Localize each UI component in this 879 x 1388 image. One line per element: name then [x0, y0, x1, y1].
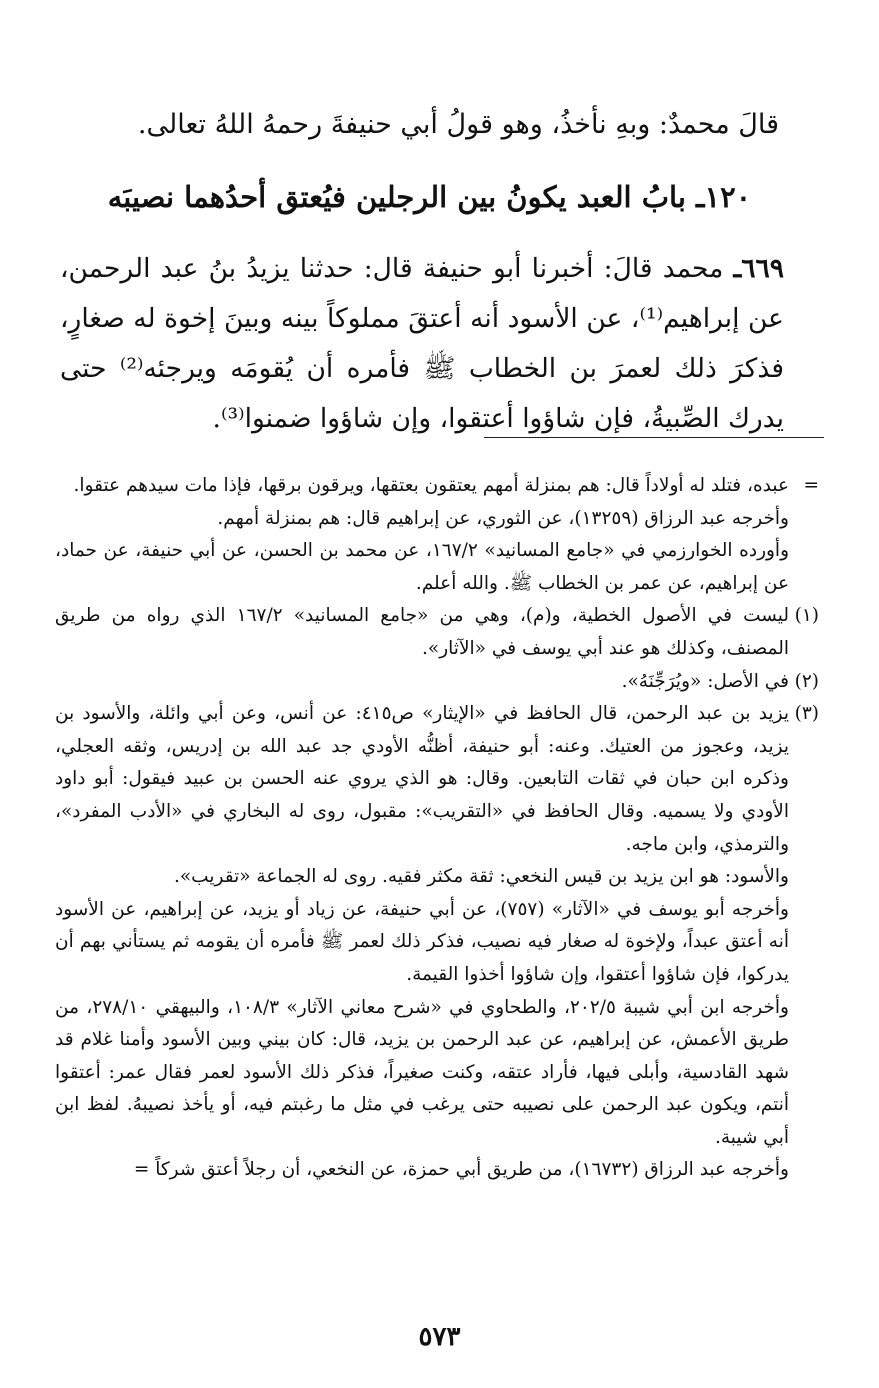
- footnote-divider: [484, 437, 824, 438]
- closing-statement: قالَ محمدٌ: وبهِ نأخذُ، وهو قولُ أبي حنيفةَ رحمهُ اللهُ تعالى.: [137, 109, 779, 140]
- hadith-number: ٦٦٩ـ: [733, 253, 784, 284]
- hadith-text: محمد قالَ: أخبرنا أبو حنيفة قال: حدثنا يزيدُ بنُ عبد الرحمن، عن إبراهيم⁽¹⁾، عن الأسود أنه أعتقَ مملوكاً بينه وبينَ إخوة له صغارٍ، فذكرَ ذلك لعمرَ بن الخطاب ﷺ فأمره أن يُقومَه ويرجئه⁽²⁾ حتى يدرك الصِّبيةُ، فإن شاؤوا أعتقوا، وإن شاؤوا ضمنوا⁽³⁾.: [60, 253, 784, 434]
- footnote-3: [55, 698, 819, 1187]
- footnote-paragraph: في الأصل: «ويُرَجِّنَهُ».: [621, 670, 789, 692]
- chapter-heading: ١٢٠ـ بابُ العبد يكونُ بين الرجلين فيُعتق أحدُهما نصيبَه: [107, 180, 752, 214]
- footnote-paragraph: وأورده الخوارزمي في «جامع المسانيد» ١٦٧/٢، عن محمد بن الحسن، عن أبي حنيفة، عن حماد، عن إبراهيم، عن عمر بن الخطاب ﷺ. والله أعلم.: [55, 540, 790, 594]
- footnote-marker: (٣): [794, 703, 819, 725]
- footnote-paragraph: عبده، فتلد له أولاداً قال: هم بمنزلة أمهم يعتقون بعتقها، ويرقون برقها، فإذا مات سيدهم عتقوا.: [73, 475, 789, 496]
- footnote-paragraph: وأخرجه ابن أبي شيبة ٢٠٢/٥، والطحاوي في «شرح معاني الآثار» ١٠٨/٣، والبيهقي ٢٧٨/١٠، من طريق الأعمش، عن إبراهيم، عن عبد الرحمن بن يزيد، قال: كان بيني وبين الأسود وأمنا غلام قد شهد القادسية، وأبلى فيها، فأراد عتقه، وكنت صغيراً، فذكر ذلك الأسود لعمر فقال عمر: أعتقوا أنتم، ويكون عبد الرحمن على نصيبه حتى يرغب في مثل ما رغبتم فيه، أو يأخذ نصيبهُ. لفظ ابن أبي شيبة.: [55, 996, 789, 1148]
- footnote-continuation: [55, 470, 819, 600]
- footnote-paragraph: يزيد بن عبد الرحمن، قال الحافظ في «الإيثار» ص٤١٥: عن أنس، وعن أبي وائلة، والأسود بن يزيد، وعجوز من العتيك. وعنه: أبو حنيفة، أظنُّه الأودي جد عبد الله بن إدريس، وثقه العجلي، وذكره ابن حبان في ثقات التابعين. وقال: هو الذي يروي عنه الحسن بن عبيد فيقول: أبو داود الأودي ولا يسميه. وقال الحافظ في «التقريب»: مقبول، روى له البخاري في «الأدب المفرد»، والترمذي، وابن ماجه.: [55, 703, 789, 855]
- footnote-paragraph: والأسود: هو ابن يزيد بن قيس النخعي: ثقة مكثر فقيه. روى له الجماعة «تقريب».: [173, 866, 789, 888]
- main-text-block: [70, 100, 779, 150]
- footnote-paragraph: ليست في الأصول الخطية، و(م)، وهي من «جامع المسانيد» ١٦٧/٢ الذي رواه من طريق المصنف، وكذلك هو عند أبي يوسف في «الآثار».: [55, 605, 789, 659]
- footnote-paragraph: وأخرجه عبد الرزاق (١٣٢٥٩)، عن الثوري، عن إبراهيم قال: هم بمنزلة أمهم.: [217, 507, 789, 529]
- page-number: ٥٧٣: [418, 1322, 461, 1352]
- footnote-2: [55, 666, 819, 699]
- footnote-paragraph: وأخرجه أبو يوسف في «الآثار» (٧٥٧)، عن أبي حنيفة، عن زياد أو يزيد، عن إبراهيم، عن الأسود أنه أعتق عبداً، ولإخوة له صغار فيه نصيب، فذكر ذلك لعمر ﷺ فأمره أن يقومه ثم يستأني بهم أن يدركوا، فإن شاؤوا أعتقوا، وإن شاؤوا أخذوا القيمة.: [55, 898, 789, 985]
- hadith-paragraph: [60, 244, 784, 444]
- footnote-paragraph: وأخرجه عبد الرزاق (١٦٧٣٢)، من طريق أبي حمزة، عن النخعي، أن رجلاً أعتق شركاً =: [133, 1159, 789, 1181]
- footnote-marker: (٢): [794, 670, 819, 692]
- footnotes-section: [55, 470, 819, 1187]
- footnote-1: [55, 600, 819, 665]
- continuation-marker: =: [803, 475, 819, 496]
- footnote-marker: (١): [794, 605, 819, 627]
